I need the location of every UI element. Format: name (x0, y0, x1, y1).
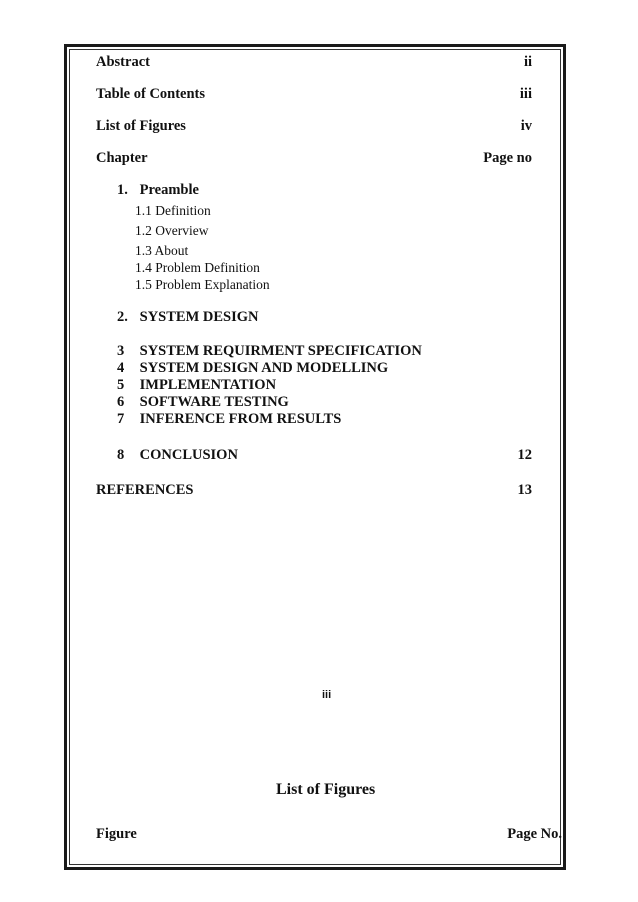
toc-chapter-5 (117, 377, 276, 393)
toc-chapter-number: 7 (117, 411, 125, 427)
toc-abstract-page: ii (523, 54, 532, 70)
toc-subsection: 1.4 Problem Definition (135, 260, 260, 275)
toc-chapter-3 (117, 343, 422, 359)
toc-chapter-2-title: SYSTEM DESIGN (139, 309, 259, 325)
toc-table-of-contents-page: iii (519, 86, 532, 102)
toc-chapter-number: 6 (117, 394, 125, 410)
toc-subsection: 1.5 Problem Explanation (135, 277, 270, 292)
toc-chapter-title: IMPLEMENTATION (139, 377, 277, 393)
toc-chapter-4 (117, 360, 388, 376)
toc-chapter-title: SYSTEM DESIGN AND MODELLING (139, 360, 389, 376)
toc-subsection: 1.3 About (135, 243, 189, 258)
toc-conclusion-page: 12 (517, 447, 532, 463)
toc-chapter-number: 4 (117, 360, 125, 376)
toc-references-label: REFERENCES (96, 482, 194, 498)
toc-chapter-title: CONCLUSION (139, 447, 238, 463)
toc-subsection: 1.2 Overview (135, 223, 209, 238)
page-number: iii (322, 689, 332, 701)
lof-page-column-header: Page No. (507, 826, 562, 842)
toc-chapter-number: 3 (117, 343, 125, 359)
toc-chapter-title: SYSTEM REQUIRMENT SPECIFICATION (139, 343, 422, 359)
toc-subsection: 1.1 Definition (135, 203, 211, 218)
toc-list-of-figures-label: List of Figures (96, 118, 186, 134)
toc-chapter-1-number: 1. (117, 182, 128, 198)
toc-chapter-header: Chapter (96, 150, 148, 166)
toc-page-no-header: Page no (483, 150, 532, 166)
toc-chapter-number: 8 (117, 447, 125, 463)
toc-abstract-label: Abstract (96, 54, 150, 70)
lof-figure-column-header: Figure (96, 826, 137, 842)
toc-chapter-2-number: 2. (117, 309, 128, 325)
toc-chapter-number: 5 (117, 377, 125, 393)
toc-chapter-title: INFERENCE FROM RESULTS (139, 411, 342, 427)
list-of-figures-heading: List of Figures (276, 781, 376, 798)
toc-references-page: 13 (517, 482, 532, 498)
toc-chapter-6 (117, 394, 289, 410)
toc-chapter-title: SOFTWARE TESTING (139, 394, 289, 410)
toc-chapter-8 (117, 447, 238, 463)
toc-chapter-2 (117, 309, 258, 325)
toc-list-of-figures-page: iv (520, 118, 532, 134)
toc-chapter-1-title: Preamble (139, 182, 199, 198)
toc-chapter-7 (117, 411, 341, 427)
toc-table-of-contents-label: Table of Contents (96, 86, 206, 102)
toc-chapter-1 (117, 182, 199, 198)
